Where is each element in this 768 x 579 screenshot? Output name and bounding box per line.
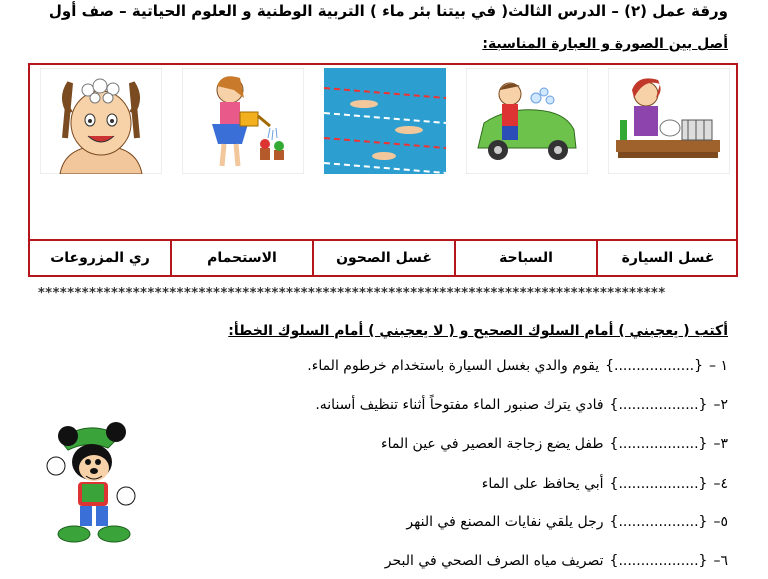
question-number: ٣– [713,436,728,452]
question-text: طفل يضع زجاجة العصير في عين الماء [380,436,604,452]
boy-showering-image [40,68,162,174]
answer-blank[interactable]: {..................} [609,436,708,452]
question-number: ١ – [709,358,728,374]
question-text: أبي يحافظ على الماء [481,476,604,492]
question-number: ٥– [713,514,728,530]
mickey-mouse-cartoon-image [38,418,146,548]
dishwashing-woman-image [608,68,730,174]
question-number: ٦– [713,553,728,569]
question-item [307,358,728,374]
question-text: فادي يترك صنبور الماء مفتوحاً أثناء تنظيف أسنانه. [315,397,604,413]
label-swimming: السباحة [499,250,553,266]
label-watering-plants: ري المزروعات [50,250,150,266]
table-column-divider [312,241,314,275]
answer-blank[interactable]: {..................} [609,553,708,569]
question-item [381,436,728,452]
matching-instruction: أصل بين الصورة و العبارة المناسبة: [482,36,728,52]
answer-blank[interactable]: {..................} [609,397,708,413]
question-text: تصريف مياه الصرف الصحي في البحر [384,553,604,569]
table-column-divider [596,241,598,275]
matching-table [28,63,738,277]
girl-watering-plants-image [182,68,304,174]
car-washing-boy-image [466,68,588,174]
swimming-pool-image [324,68,446,174]
worksheet-title: ورقة عمل (٢) – الدرس الثالث( في بيتنا بئر ماء ) التربية الوطنية و العلوم الحياتية – صف أول [48,2,728,20]
answer-blank[interactable]: {..................} [609,514,708,530]
question-text: رجل يلقي نفايات المصنع في النهر [406,514,604,530]
table-column-divider [454,241,456,275]
question-text: يقوم والدي بغسل السيارة باستخدام خرطوم الماء. [307,358,600,374]
label-dishwashing: غسل الصحون [336,250,432,266]
label-car-washing: غسل السيارة [621,250,715,266]
question-number: ٤– [713,476,728,492]
behavior-instruction: أكتب ( يعجبني ) أمام السلوك الصحيح و ( لا يعجبني ) أمام السلوك الخطأ: [228,323,728,339]
question-item [482,476,728,492]
star-separator: ************************************************************************************** [38,286,666,298]
question-item [406,514,728,530]
answer-blank[interactable]: {..................} [605,358,704,374]
question-number: ٢– [713,397,728,413]
label-showering: الاستحمام [207,250,277,266]
answer-blank[interactable]: {..................} [609,476,708,492]
question-item [385,553,728,569]
table-column-divider [170,241,172,275]
question-item [315,397,728,413]
